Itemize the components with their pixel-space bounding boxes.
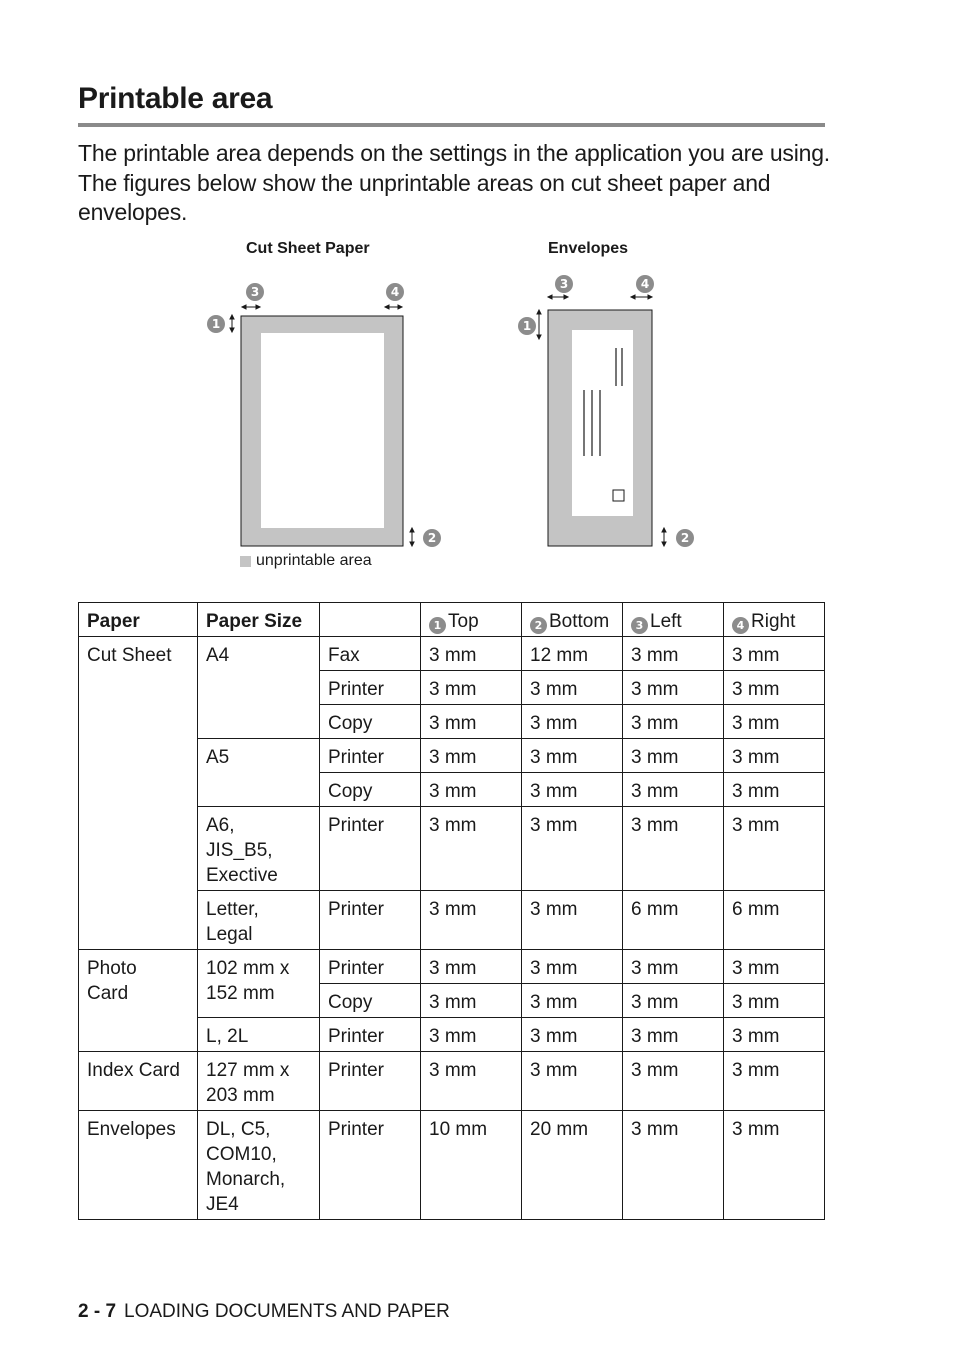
size-line: JE4 [206, 1194, 239, 1215]
header-right-label: Right [751, 611, 796, 632]
size-line: 102 mm x [206, 958, 290, 979]
size-cell [198, 1052, 320, 1111]
mode-cell: Printer [320, 950, 421, 984]
right-cell: 3 mm [724, 984, 825, 1018]
unprintable-swatch [240, 556, 251, 567]
table-row [79, 1111, 825, 1220]
bottom-cell: 3 mm [522, 984, 623, 1018]
size-cell [198, 950, 320, 1018]
size-line: DL, C5, [206, 1119, 271, 1140]
envelope-marker-2: 2 [676, 529, 694, 547]
paper-cell: Envelopes [79, 1111, 198, 1220]
bottom-cell: 3 mm [522, 1018, 623, 1052]
header-paper-size: Paper Size [198, 603, 320, 637]
paper-cell [79, 950, 198, 1052]
bottom-number-icon: 2 [530, 617, 547, 634]
cut-sheet-diagram [200, 270, 460, 560]
right-cell: 3 mm [724, 1111, 825, 1220]
mode-cell: Printer [320, 807, 421, 891]
header-left-label: Left [650, 611, 682, 632]
cut-sheet-printable-area [261, 333, 384, 528]
mode-cell: Copy [320, 773, 421, 807]
mode-cell: Printer [320, 671, 421, 705]
left-cell: 3 mm [623, 739, 724, 773]
envelope-marker-4: 4 [636, 275, 654, 293]
left-cell: 6 mm [623, 891, 724, 950]
left-cell: 3 mm [623, 773, 724, 807]
header-right [724, 603, 825, 637]
page-footer [78, 1301, 450, 1323]
cut-sheet-marker-1: 1 [207, 315, 225, 333]
paper-cell: Cut Sheet [79, 637, 198, 950]
intro-paragraph: The printable area depends on the settings in the application you are using. The figures below show the unprintable areas on cut sheet paper and envelopes. [78, 140, 830, 225]
top-cell: 3 mm [421, 950, 522, 984]
paper-cell: Index Card [79, 1052, 198, 1111]
top-cell: 3 mm [421, 773, 522, 807]
envelope-marker-3: 3 [555, 275, 573, 293]
right-margin-arrow [385, 305, 402, 309]
mode-cell: Printer [320, 1018, 421, 1052]
mode-cell: Printer [320, 1111, 421, 1220]
envelope-left-margin-arrow [548, 295, 568, 299]
printable-area-table [78, 602, 825, 1220]
top-number-icon: 1 [429, 617, 446, 634]
size-line: 203 mm [206, 1085, 275, 1106]
top-margin-arrow [230, 315, 234, 332]
header-paper: Paper [79, 603, 198, 637]
top-cell: 3 mm [421, 891, 522, 950]
top-cell: 3 mm [421, 705, 522, 739]
top-cell: 3 mm [421, 671, 522, 705]
left-cell: 3 mm [623, 705, 724, 739]
table-row [79, 1052, 825, 1111]
size-line: JIS_B5, [206, 840, 273, 861]
size-line: Exective [206, 865, 278, 886]
bottom-cell: 3 mm [522, 671, 623, 705]
bottom-cell: 12 mm [522, 637, 623, 671]
left-cell: 3 mm [623, 671, 724, 705]
envelope-stamp-box [613, 490, 624, 501]
header-mode [320, 603, 421, 637]
size-line: Letter, [206, 899, 259, 920]
bottom-cell: 3 mm [522, 1052, 623, 1111]
size-line: 152 mm [206, 983, 275, 1004]
left-cell: 3 mm [623, 950, 724, 984]
bottom-margin-arrow [410, 528, 414, 546]
right-cell: 3 mm [724, 1018, 825, 1052]
top-cell: 3 mm [421, 984, 522, 1018]
top-cell: 3 mm [421, 1018, 522, 1052]
paper-label: Photo Card [87, 958, 137, 1004]
envelope-diagram [510, 270, 710, 560]
envelope-bottom-margin-arrow [662, 528, 666, 546]
legend-label: unprintable area [256, 552, 372, 569]
page-number: 2 - 7 [78, 1301, 117, 1322]
right-number-icon: 4 [732, 617, 749, 634]
size-line: 127 mm x [206, 1060, 290, 1081]
right-cell: 3 mm [724, 671, 825, 705]
bottom-cell: 20 mm [522, 1111, 623, 1220]
size-line: Legal [206, 924, 253, 945]
bottom-cell: 3 mm [522, 891, 623, 950]
left-cell: 3 mm [623, 1052, 724, 1111]
mode-cell: Copy [320, 705, 421, 739]
header-top-label: Top [448, 611, 479, 632]
size-cell: A4 [198, 637, 320, 739]
right-cell: 3 mm [724, 739, 825, 773]
top-cell: 10 mm [421, 1111, 522, 1220]
right-cell: 3 mm [724, 637, 825, 671]
table-row [79, 637, 825, 671]
size-line: A6, [206, 815, 235, 836]
envelope-printable-area [572, 330, 633, 516]
header-top [421, 603, 522, 637]
envelope-right-margin-arrow [631, 295, 652, 299]
bottom-cell: 3 mm [522, 807, 623, 891]
table-header-row [79, 603, 825, 637]
header-bottom-label: Bottom [549, 611, 610, 632]
header-bottom [522, 603, 623, 637]
right-cell: 6 mm [724, 891, 825, 950]
section-title: LOADING DOCUMENTS AND PAPER [124, 1301, 450, 1322]
bottom-cell: 3 mm [522, 950, 623, 984]
size-cell [198, 807, 320, 891]
right-cell: 3 mm [724, 1052, 825, 1111]
size-cell: L, 2L [198, 1018, 320, 1052]
right-cell: 3 mm [724, 950, 825, 984]
right-cell: 3 mm [724, 773, 825, 807]
top-cell: 3 mm [421, 807, 522, 891]
left-cell: 3 mm [623, 984, 724, 1018]
bottom-cell: 3 mm [522, 739, 623, 773]
size-cell [198, 891, 320, 950]
table-row [79, 950, 825, 984]
left-cell: 3 mm [623, 1111, 724, 1220]
cut-sheet-marker-2: 2 [423, 529, 441, 547]
cut-sheet-figure-label: Cut Sheet Paper [246, 240, 370, 257]
left-cell: 3 mm [623, 637, 724, 671]
left-cell: 3 mm [623, 1018, 724, 1052]
cut-sheet-marker-4: 4 [386, 283, 404, 301]
mode-cell: Fax [320, 637, 421, 671]
size-cell [198, 1111, 320, 1220]
page-title: Printable area [78, 82, 273, 115]
mode-cell: Copy [320, 984, 421, 1018]
mode-cell: Printer [320, 1052, 421, 1111]
figure-legend [240, 552, 372, 570]
envelope-top-margin-arrow [537, 310, 541, 339]
left-margin-arrow [242, 305, 260, 309]
size-line: COM10, [206, 1144, 277, 1165]
size-line: Monarch, [206, 1169, 286, 1190]
title-rule [78, 123, 825, 127]
left-number-icon: 3 [631, 617, 648, 634]
right-cell: 3 mm [724, 807, 825, 891]
mode-cell: Printer [320, 739, 421, 773]
top-cell: 3 mm [421, 739, 522, 773]
header-left [623, 603, 724, 637]
bottom-cell: 3 mm [522, 773, 623, 807]
envelope-marker-1: 1 [518, 317, 536, 335]
size-cell: A5 [198, 739, 320, 807]
top-cell: 3 mm [421, 1052, 522, 1111]
mode-cell: Printer [320, 891, 421, 950]
envelopes-figure-label: Envelopes [548, 240, 629, 257]
left-cell: 3 mm [623, 807, 724, 891]
bottom-cell: 3 mm [522, 705, 623, 739]
cut-sheet-marker-3: 3 [246, 283, 264, 301]
right-cell: 3 mm [724, 705, 825, 739]
top-cell: 3 mm [421, 637, 522, 671]
